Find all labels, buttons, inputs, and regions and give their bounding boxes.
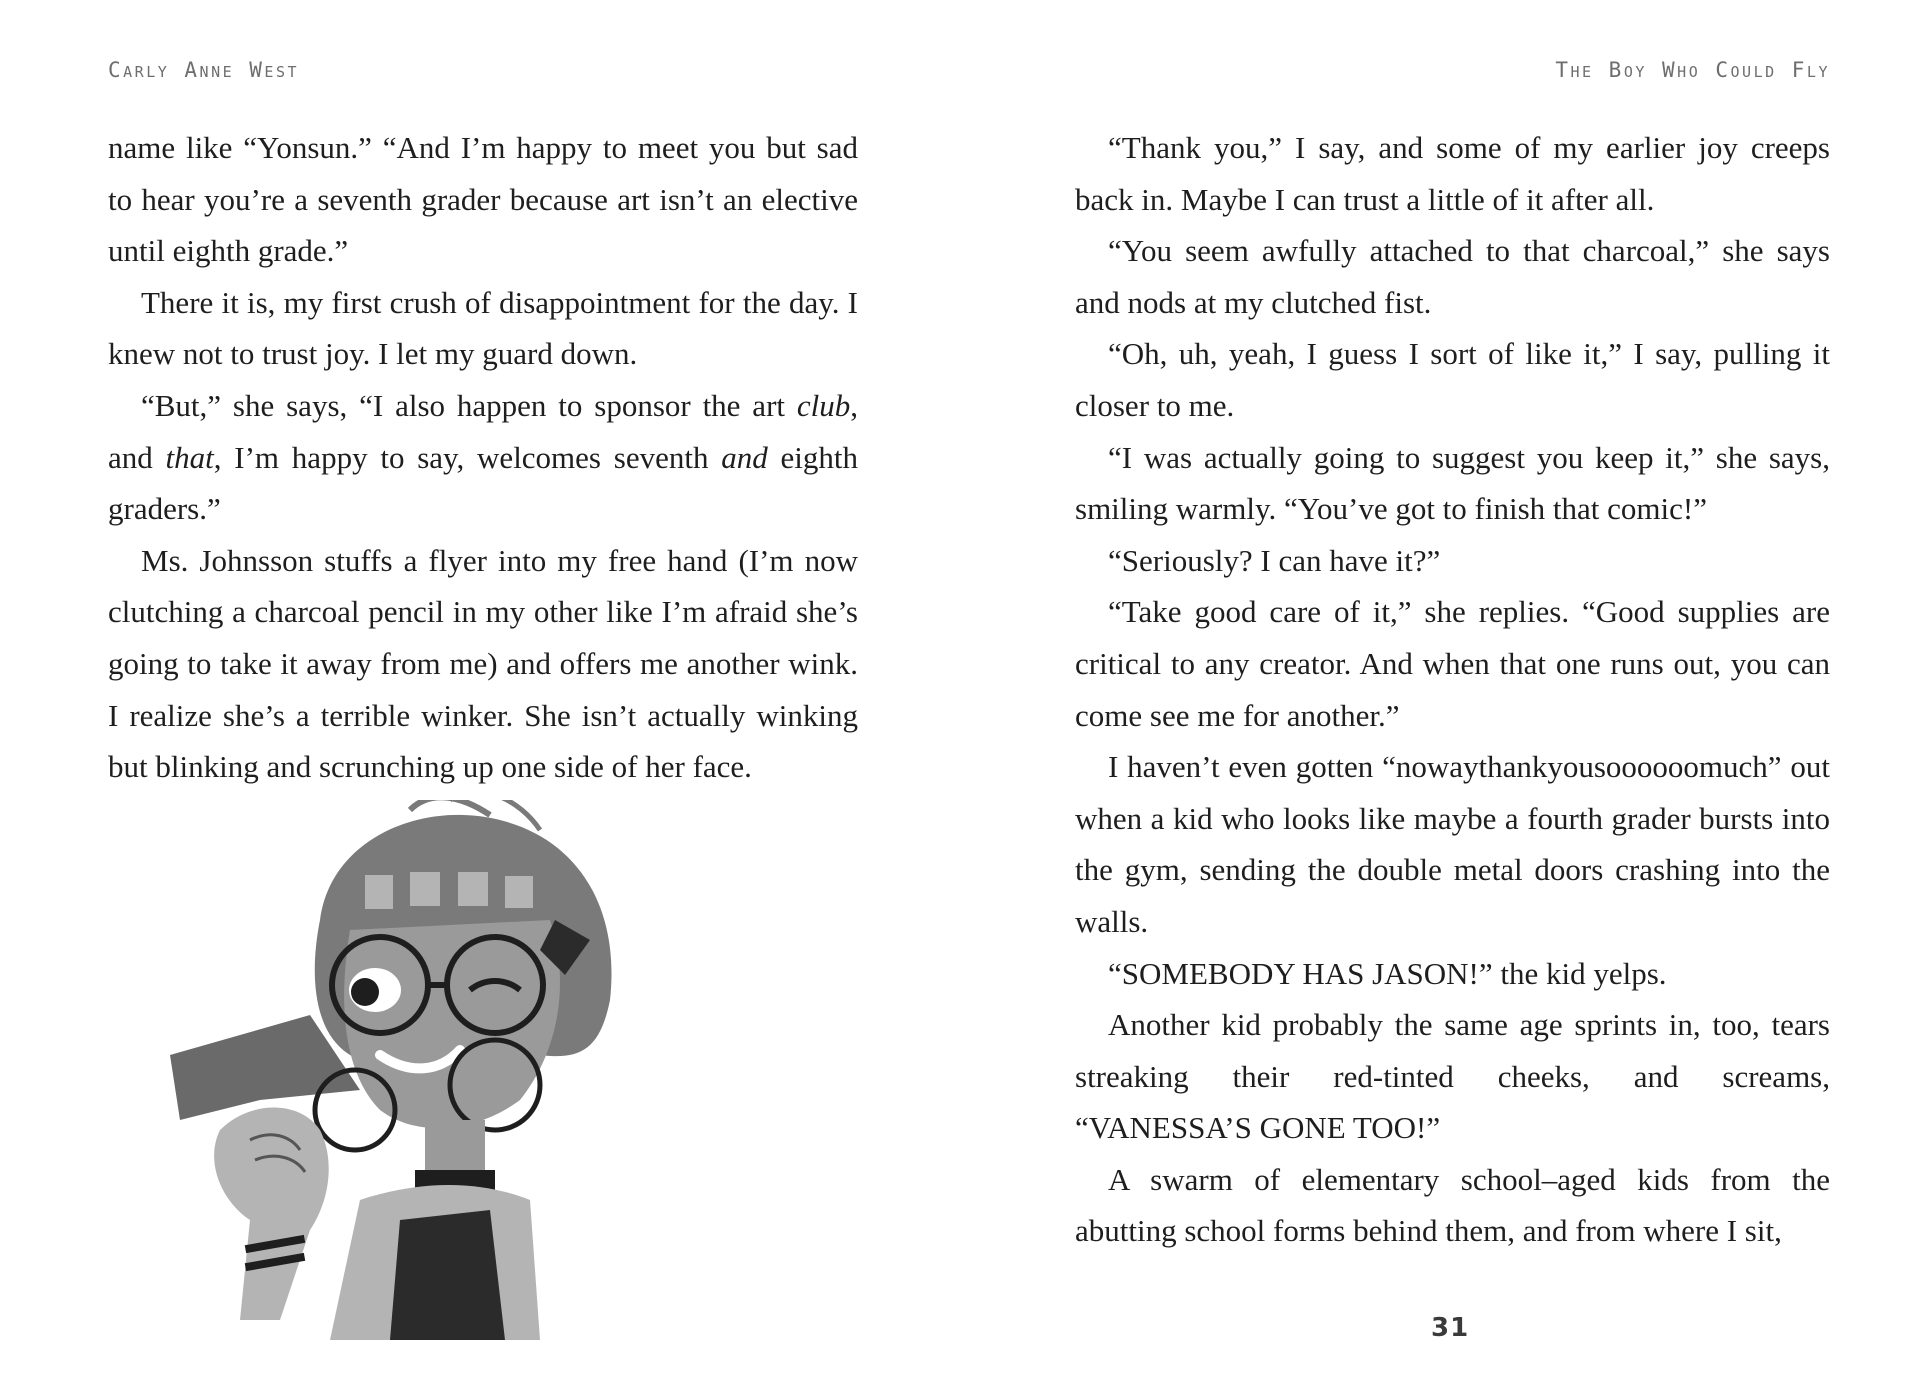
hand-arm — [214, 1108, 329, 1321]
left-page-text — [108, 122, 858, 793]
paragraph: “Oh, uh, yeah, I guess I sort of like it,” I say, pulling it closer to me. — [1075, 336, 1830, 423]
text-run: , and — [108, 387, 858, 475]
italic-word: and — [721, 439, 768, 475]
paragraph: I haven’t even gotten “nowaythankyousoooooomuch” out when a kid who looks like maybe a fourth grader bursts into the gym, sending the double metal doors crashing into the walls. — [1075, 749, 1830, 939]
text-run: , I’m happy to say, welcomes seventh — [213, 439, 722, 475]
text-run: There it is, my first crush of disappointment for the day. I knew not to trust joy. I let my guard down. — [108, 284, 858, 372]
paragraph — [108, 380, 858, 535]
running-head-title: The Boy Who Could Fly — [1555, 58, 1830, 82]
paragraph: A swarm of elementary school–aged kids from the abutting school forms behind them, and from where I sit, — [1075, 1161, 1830, 1249]
text-run: Ms. Johnsson stuffs a flyer into my free hand (I’m now clutching a charcoal pencil in my other like I’m afraid she’s going to take it away from me) and offers me another wink. I realize she’s a terrible winker. She isn’t actually winking but blinking and scrunching up one side of her face. — [108, 542, 858, 785]
hair-strand — [410, 800, 490, 815]
right-page-text — [1075, 122, 1830, 1257]
teacher-illustration — [160, 800, 740, 1340]
paragraph — [108, 535, 858, 793]
page-number: 31 — [1431, 1313, 1470, 1343]
italic-word: club — [796, 387, 851, 423]
running-head-author: Carly Anne West — [108, 58, 300, 82]
italic-word: that — [165, 439, 214, 475]
shirt-vest — [390, 1210, 505, 1340]
paragraph: “I was actually going to suggest you keep it,” she says, smiling warmly. “You’ve got to finish that comic!” — [1075, 439, 1830, 527]
text-run: name like “Yonsun.” “And I’m happy to meet you but sad to hear you’re a seventh grader because art isn’t an elective until eighth grade.” — [108, 130, 858, 269]
paragraph: “Take good care of it,” she replies. “Good supplies are critical to any creator. And when that one runs out, you can come see me for another.” — [1075, 594, 1830, 733]
hair-highlight — [410, 872, 440, 906]
paragraph: “Seriously? I can have it?” — [1108, 542, 1441, 578]
illustration-winking-teacher — [160, 800, 740, 1340]
hair-highlight — [458, 872, 488, 906]
right-page — [961, 0, 1922, 1396]
paragraph: Another kid probably the same age sprints in, too, tears streaking their red-tinted cheeks, and screams, “VANESSA’S GONE TOO!” — [1075, 1007, 1830, 1146]
paragraph: “Thank you,” I say, and some of my earlier joy creeps back in. Maybe I can trust a little of it after all. — [1075, 130, 1830, 217]
paragraph: “SOMEBODY HAS JASON!” the kid yelps. — [1108, 955, 1667, 991]
paragraph — [108, 277, 858, 380]
paragraph — [108, 122, 858, 277]
text-run: “But,” she says, “I also happen to sponsor the art — [141, 387, 797, 423]
text-run: eighth graders.” — [108, 439, 858, 527]
hair-highlight — [365, 875, 393, 909]
hair-highlight — [505, 876, 533, 908]
paragraph: “You seem awfully attached to that charcoal,” she says and nods at my clutched fist. — [1075, 233, 1830, 320]
eye-pupil — [351, 978, 379, 1006]
